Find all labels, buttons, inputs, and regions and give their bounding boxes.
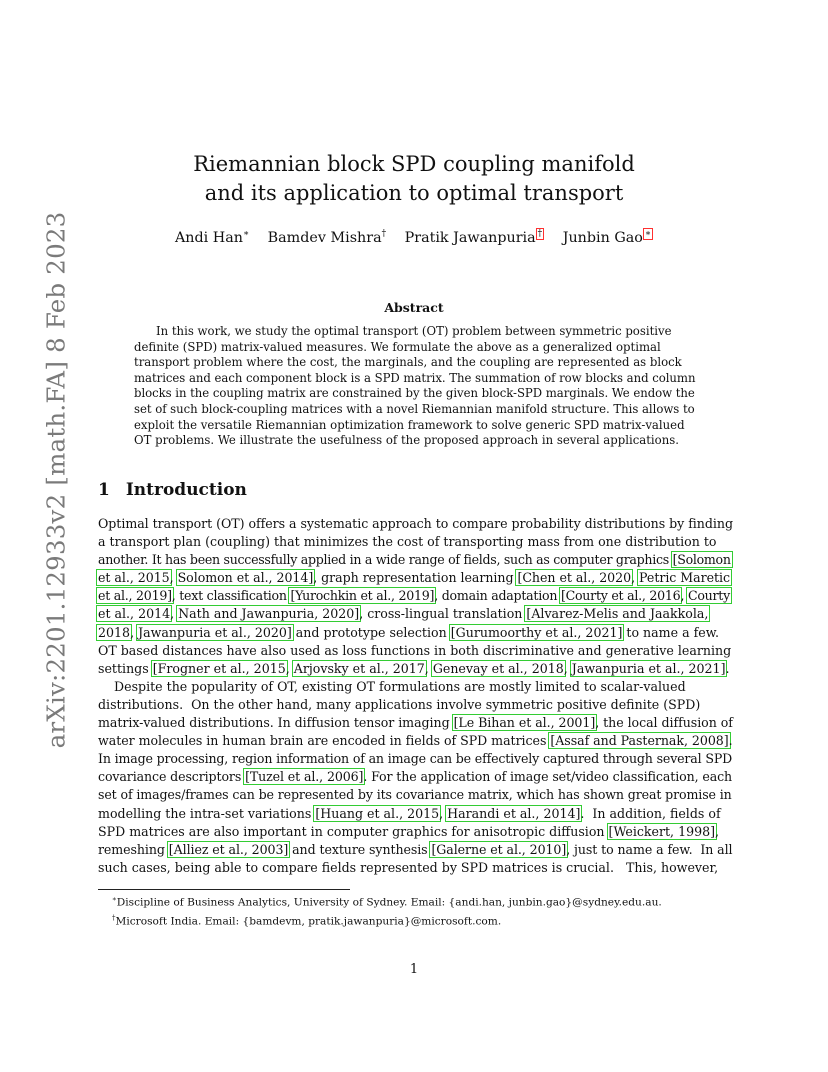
body-line — [98, 587, 732, 605]
body-text-segment: modelling the intra-set variations — [98, 805, 316, 821]
body-text-segment: set of images/frames can be represented by its covariance matrix, which has shown great promise in — [98, 787, 732, 803]
body-text-segment: and texture synthesis — [288, 841, 432, 857]
citation-link[interactable]: Genevay et al., 2018 — [432, 660, 564, 676]
body-text-segment: OT based distances have also used as loss functions in both discriminative and generative learning — [98, 642, 732, 658]
citation-link[interactable]: [Solomon — [672, 552, 731, 568]
citation-link[interactable]: [Galerne et al., 2010] — [431, 841, 567, 857]
author — [268, 230, 386, 246]
body-text-segment: another. It has been successfully applied in a wide range of fields, such as computer graphics — [98, 552, 673, 568]
body-text-segment: , domain adaptation — [434, 588, 561, 604]
body-line — [98, 551, 732, 569]
author-name: Pratik Jawanpuria — [404, 229, 536, 246]
body-text-segment: . — [725, 660, 730, 676]
section-number: 1 — [98, 480, 110, 500]
section-title: Introduction — [125, 480, 247, 500]
title-line-1: Riemannian block SPD coupling manifold — [193, 152, 635, 176]
body-text-segment: , cross-lingual translation — [359, 606, 527, 622]
footnote-mark: ∗ — [112, 895, 117, 903]
body-line — [98, 823, 732, 841]
body-text-segment: . In addition, fields of — [580, 805, 721, 821]
author-name: Bamdev Mishra — [267, 229, 382, 246]
abstract-line: exploit the versatile Riemannian optimization framework to solve generic SPD matrix-valued — [134, 417, 685, 432]
body-line — [98, 515, 732, 533]
body-line — [98, 678, 732, 696]
footnote-rule — [98, 889, 350, 890]
footnote — [112, 892, 662, 911]
author-mark: † — [381, 229, 387, 239]
body-text-segment: matrix-valued distributions. In diffusion tensor imaging — [98, 715, 454, 731]
citation-link[interactable]: [Courty et al., 2016 — [560, 588, 681, 604]
body-text-segment: , — [424, 660, 433, 676]
author-name: Andi Han — [174, 229, 243, 246]
body-line — [98, 768, 732, 786]
body-text-segment: In image processing, region information of an image can be effectively captured through several SPD — [98, 751, 733, 767]
abstract-line: blocks in the coupling matrix are constrained by the given block-SPD marginals. We endow the — [134, 386, 695, 401]
author — [175, 230, 249, 246]
body-line — [98, 841, 732, 859]
body-line — [98, 624, 732, 642]
title-line-2: and its application to optimal transport — [204, 181, 624, 205]
body-text-segment: such cases, being able to compare fields represented by SPD matrices is crucial. This, however, — [98, 859, 719, 875]
citation-link[interactable]: [Alliez et al., 2003] — [168, 841, 289, 857]
citation-link[interactable]: [Gurumoorthy et al., 2021] — [450, 624, 623, 640]
footnote-text: Discipline of Business Analytics, University of Sydney. Email: {andi.han, junbin.gao}@sydney.edu.au. — [116, 896, 662, 909]
abstract-heading: Abstract — [384, 300, 444, 315]
body-line — [98, 859, 732, 877]
body-line — [98, 786, 732, 804]
citation-link[interactable]: Nath and Jawanpuria, 2020] — [178, 606, 360, 622]
body-text-segment: a transport plan (coupling) that minimizes the cost of transporting mass from one distribution to — [98, 534, 717, 550]
section-heading — [98, 480, 247, 500]
author — [563, 230, 653, 246]
body-line — [98, 750, 732, 768]
author-list — [0, 228, 828, 246]
citation-link[interactable]: [Tuzel et al., 2006] — [245, 769, 364, 785]
citation-link[interactable]: [Yurochkin et al., 2019] — [290, 588, 435, 604]
citation-link[interactable]: [Assaf and Pasternak, 2008] — [550, 733, 729, 749]
body-text-segment: , — [439, 805, 448, 821]
citation-link[interactable]: Courty — [687, 588, 730, 604]
abstract-line: transport problem where the cost, the marginals, and the coupling are represented as block — [134, 355, 682, 370]
footnote-link[interactable]: ∗ — [644, 229, 652, 239]
footnotes — [112, 892, 662, 930]
body-line — [98, 642, 732, 660]
body-text-segment: remeshing — [98, 841, 169, 857]
page-number: 1 — [409, 962, 419, 977]
footnote — [112, 911, 662, 930]
abstract-line: OT problems. We illustrate the usefulness of the proposed approach in several applications. — [134, 433, 679, 448]
body-line — [98, 805, 732, 823]
citation-link[interactable]: Jawanpuria et al., 2021] — [571, 660, 726, 676]
body-text-segment: water molecules in human brain are encoded in fields of SPD matrices — [98, 733, 551, 749]
body-text-segment: , the local diffusion of — [595, 715, 733, 731]
body-line — [98, 660, 732, 678]
abstract-line: In this work, we study the optimal transport (OT) problem between symmetric positive — [156, 324, 672, 338]
citation-link[interactable]: [Chen et al., 2020 — [517, 570, 632, 586]
body-text-segment: , — [285, 660, 294, 676]
body-text-segment: Despite the popularity of OT, existing OT formulations are mostly limited to scalar-valued — [98, 678, 686, 694]
body-text-segment: , — [631, 570, 640, 586]
citation-link[interactable]: [Huang et al., 2015 — [315, 805, 440, 821]
introduction-body — [98, 515, 732, 877]
citation-link[interactable]: [Frogner et al., 2015 — [152, 660, 286, 676]
citation-link[interactable]: [Alvarez-Melis and Jaakkola, — [526, 606, 709, 622]
body-text-segment: , — [169, 570, 178, 586]
author-mark: ∗ — [242, 229, 250, 239]
paper-title — [0, 150, 828, 208]
body-text-segment: to name a few. — [622, 624, 719, 640]
author-name: Junbin Gao — [562, 229, 643, 246]
abstract-line: matrices and each component block is a SPD matrix. The summation of row blocks and column — [134, 370, 696, 385]
citation-link[interactable]: et al., 2014 — [98, 606, 171, 622]
footnote-link[interactable]: † — [537, 229, 543, 239]
body-text-segment: , — [170, 606, 179, 622]
body-text-segment: , — [130, 624, 139, 640]
citation-link[interactable]: 2018 — [98, 624, 131, 640]
citation-link[interactable]: et al., 2015 — [98, 570, 170, 586]
author — [405, 230, 545, 246]
body-text-segment: , — [680, 588, 688, 604]
body-text-segment: Optimal transport (OT) offers a systematic approach to compare probability distributions by finding — [98, 516, 733, 531]
body-text-segment: covariance descriptors — [98, 769, 246, 785]
citation-link[interactable]: [Weickert, 1998] — [608, 823, 716, 839]
citation-link[interactable]: et al., 2019] — [98, 588, 172, 604]
body-line — [98, 569, 732, 587]
body-line — [98, 605, 732, 623]
body-text-segment: , — [715, 823, 720, 839]
abstract-text — [134, 324, 695, 449]
body-line — [98, 696, 732, 714]
body-text-segment: settings — [98, 660, 153, 676]
body-line — [98, 533, 732, 551]
body-text-segment: . For the application of image set/video classification, each — [363, 769, 733, 785]
abstract-line: set of such block-coupling matrices with a novel Riemannian manifold structure. This allows to — [134, 401, 695, 416]
citation-link[interactable]: Solomon et al., 2014] — [177, 570, 314, 586]
citation-link[interactable]: [Le Bihan et al., 2001] — [453, 715, 596, 731]
abstract-line: definite (SPD) matrix-valued measures. We formulate the above as a generalized optimal — [134, 339, 661, 354]
body-text-segment: , just to name a few. In all — [566, 841, 733, 857]
body-text-segment: , graph representation learning — [313, 570, 518, 586]
body-text-segment: and prototype selection — [291, 624, 451, 640]
arxiv-identifier: arXiv:2201.12933v2 [math.FA] 8 Feb 2023 — [41, 211, 71, 749]
citation-link[interactable]: Harandi et al., 2014] — [447, 805, 581, 821]
citation-link[interactable]: Jawanpuria et al., 2020] — [138, 624, 292, 640]
footnote-text: Microsoft India. Email: {bamdevm, pratik.jawanpuria}@microsoft.com. — [115, 915, 502, 928]
body-text-segment: , — [563, 660, 572, 676]
body-text-segment: . — [728, 733, 733, 749]
citation-link[interactable]: Arjovsky et al., 2017 — [293, 660, 425, 676]
body-text-segment: , text classification — [171, 588, 291, 604]
body-text-segment: SPD matrices are also important in computer graphics for anisotropic diffusion — [98, 823, 609, 839]
body-line — [98, 714, 732, 732]
body-text-segment: distributions. On the other hand, many applications involve symmetric positive definite (SPD) — [98, 696, 701, 712]
footnote-mark: † — [112, 914, 116, 923]
citation-link[interactable]: Petric Maretic — [639, 570, 731, 586]
body-line — [98, 732, 732, 750]
